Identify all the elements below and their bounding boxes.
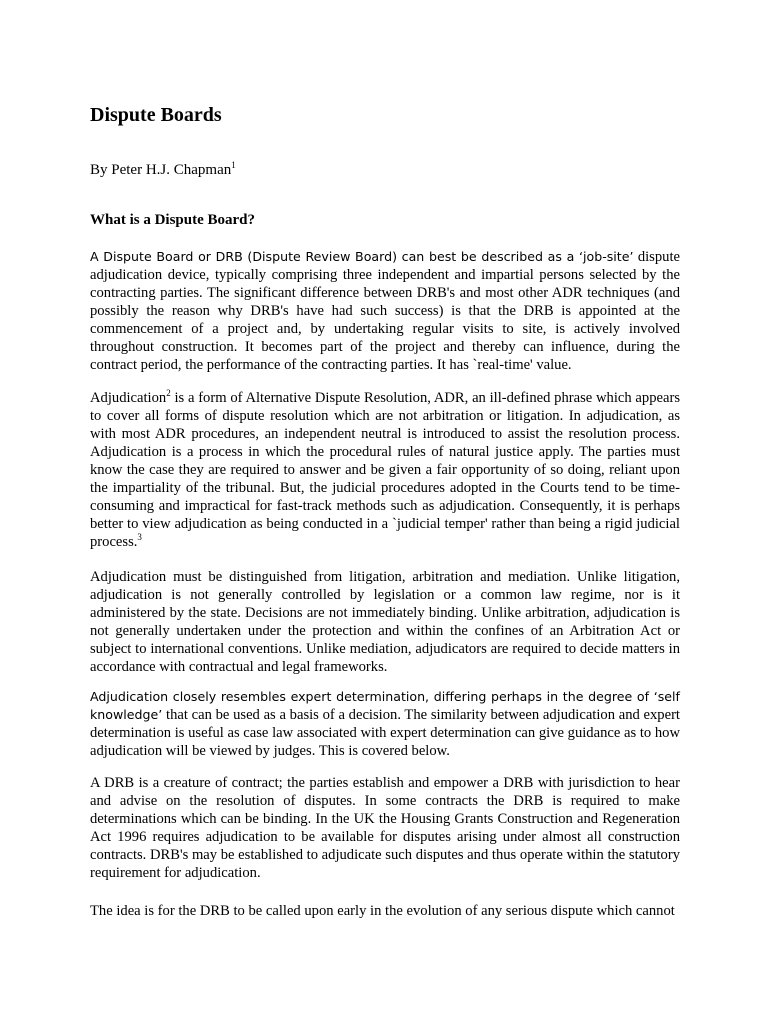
footnote-ref: 2 [166,388,171,398]
author-byline [90,162,236,179]
paragraph-start-text: Adjudication [90,390,167,406]
paragraph-body-text: that can be used as a basis of a decision. The similarity between adjudication and expert determination is useful as case law associated with expert determination can give guidance as to how adjudication will be viewed by judges. This is covered below. [90,707,680,759]
paragraph-body-text: dispute adjudication device, typically comprising three independent and impartial persons selected by the contracting parties. The significant difference between DRB's and most other ADR techniques (and possibly the reason why DRB's have had such success) is that the DRB is appointed at the commencement of a project and, by undertaking regular visits to site, is actively involved throughout construction. It becomes part of the project and thereby can influence, during the contract period, the performance of the contracting parties. It has `real-time' value. [90,249,680,373]
footnote-ref: 3 [137,532,142,542]
paragraph-lead-text: Adjudication closely resembles expert determination, differing perhaps in the degree of ‘self knowledge’ [90,689,680,722]
paragraph-drb-contract: A DRB is a creature of contract; the parties establish and empower a DRB with jurisdiction to hear and advise on the resolution of disputes. In some contracts the DRB is required to make determinations which can be binding. In the UK the Housing Grants Construction and Regeneration Act 1996 requires adjudication to be available for disputes arising under almost all construction contracts. DRB's may be established to adjudicate such disputes and thus operate within the statutory requirement for adjudication. [90,775,680,881]
document-title: Dispute Boards [90,104,222,126]
paragraph-drb-early: The idea is for the DRB to be called upon early in the evolution of any serious dispute which cannot [90,903,675,919]
footnote-ref: 1 [231,160,236,170]
paragraph-adjudication-adr [90,389,680,551]
paragraph-what-is-drb [90,248,680,374]
paragraph-body-text: is a form of Alternative Dispute Resolution, ADR, an ill-defined phrase which appears to cover all forms of dispute resolution which are not arbitration or litigation. In adjudication, as with most ADR procedures, an independent neutral is introduced to assist the resolution process. Adjudication is a process in which the procedural rules of natural justice apply. The parties must know the case they are required to answer and be given a fair opportunity of so doing, reliant upon the impartiality of the tribunal. But, the judicial procedures adopted in the Courts tend to be time-consuming and impractical for fast-track methods such as adjudication. Consequently, it is perhaps better to view adjudication as being conducted in a `judicial temper' rather than being a rigid judicial process. [90,390,680,550]
paragraph-adjudication-distinction: Adjudication must be distinguished from litigation, arbitration and mediation. Unlike litigation, adjudication is not generally controlled by legislation or a common law regime, nor is it administered by the state. Decisions are not immediately binding. Unlike arbitration, adjudication is not generally undertaken under the protection and within the confines of an Arbitration Act or subject to international conventions. Unlike mediation, adjudicators are required to decide matters in accordance with contractual and legal frameworks. [90,569,680,675]
author-name: By Peter H.J. Chapman [90,162,232,178]
paragraph-expert-determination [90,688,680,760]
section-heading: What is a Dispute Board? [90,212,256,228]
paragraph-lead-text: A Dispute Board or DRB (Dispute Review Board) can best be described as a ‘job-site’ [90,249,634,264]
